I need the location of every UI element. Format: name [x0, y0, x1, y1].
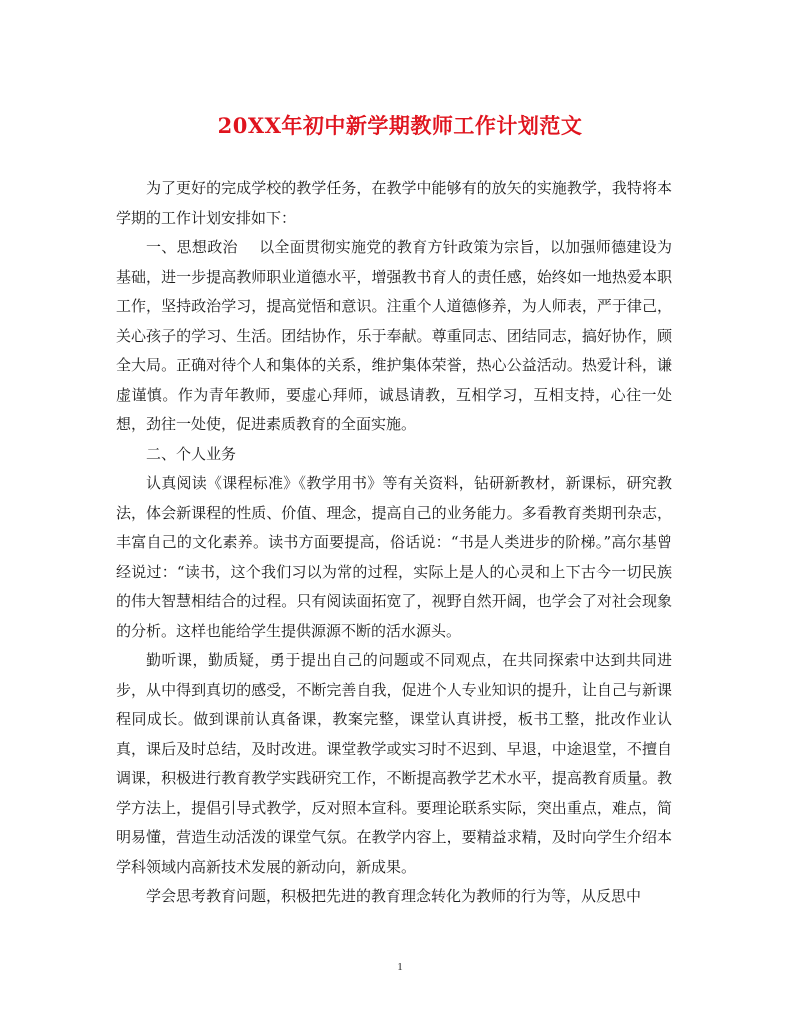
section1-heading: 一、思想政治: [146, 238, 238, 256]
section2-paragraph-2: 勤听课，勤质疑，勇于提出自己的问题或不同观点，在共同探索中达到共同进步，从中得到真切的感受，不断完善自我，促进个人专业知识的提升，让自己与新课程同成长。做到课前认真备课，教案完整，课堂认真讲授，板书工整，批改作业认真，课后及时总结，及时改进。课堂教学或实习时不迟到、早退，中途退堂，不擅自调课，积极进行教育教学实践研究工作，不断提高教学艺术水平，提高教育质量。教学方法上，提倡引导式教学，反对照本宣科。要理论联系实际，突出重点，难点，简明易懂，营造生动活泼的课堂气氛。在教学内容上，要精益求精，及时向学生介绍本学科领域内高新技术发展的新动向，新成果。: [116, 651, 672, 876]
section2-heading: 二、个人业务: [146, 444, 237, 463]
document-body: [116, 174, 672, 912]
document-title: 20XX年初中新学期教师工作计划范文: [217, 113, 583, 138]
section2-paragraph-3: 学会思考教育问题，积极把先进的教育理念转化为教师的行为等，从反思中: [146, 887, 642, 905]
section1-text: 以全面贯彻实施党的教育方针政策为宗旨，以加强师德建设为基础，进一步提高教师职业道德水平，增强教书育人的责任感，始终如一地热爱本职工作，坚持政治学习，提高觉悟和意识。注重个人道德修养，为人师表，严于律己，关心孩子的学习、生活。团结协作，乐于奉献。尊重同志、团结同志，搞好协作，顾全大局。正确对待个人和集体的关系，维护集体荣誉，热心公益活动。热爱计科，谦虚谨慎。作为青年教师，要虚心拜师，诚恳请教，互相学习，互相支持，心往一处想，劲往一处使，促进素质教育的全面实施。: [116, 238, 672, 433]
intro-paragraph: 为了更好的完成学校的教学任务，在教学中能够有的放矢的实施教学，我特将本学期的工作计划安排如下：: [116, 179, 672, 227]
page-number: 1: [397, 961, 403, 973]
section2-paragraph-1: 认真阅读《课程标准》《教学用书》等有关资料，钻研新教材，新课标，研究教法，体会新课程的性质、价值、理念，提高自己的业务能力。多看教育类期刊杂志，丰富自己的文化素养。读书方面要提高，俗话说：“书是人类进步的阶梯。”高尔基曾经说过：“读书，这个我们习以为常的过程，实际上是人的心灵和上下古今一切民族的伟大智慧相结合的过程。只有阅读面拓宽了，视野自然开阔，也学会了对社会现象的分析。这样也能给学生提供源源不断的活水源头。: [116, 474, 672, 640]
section1-paragraph: [116, 233, 672, 440]
